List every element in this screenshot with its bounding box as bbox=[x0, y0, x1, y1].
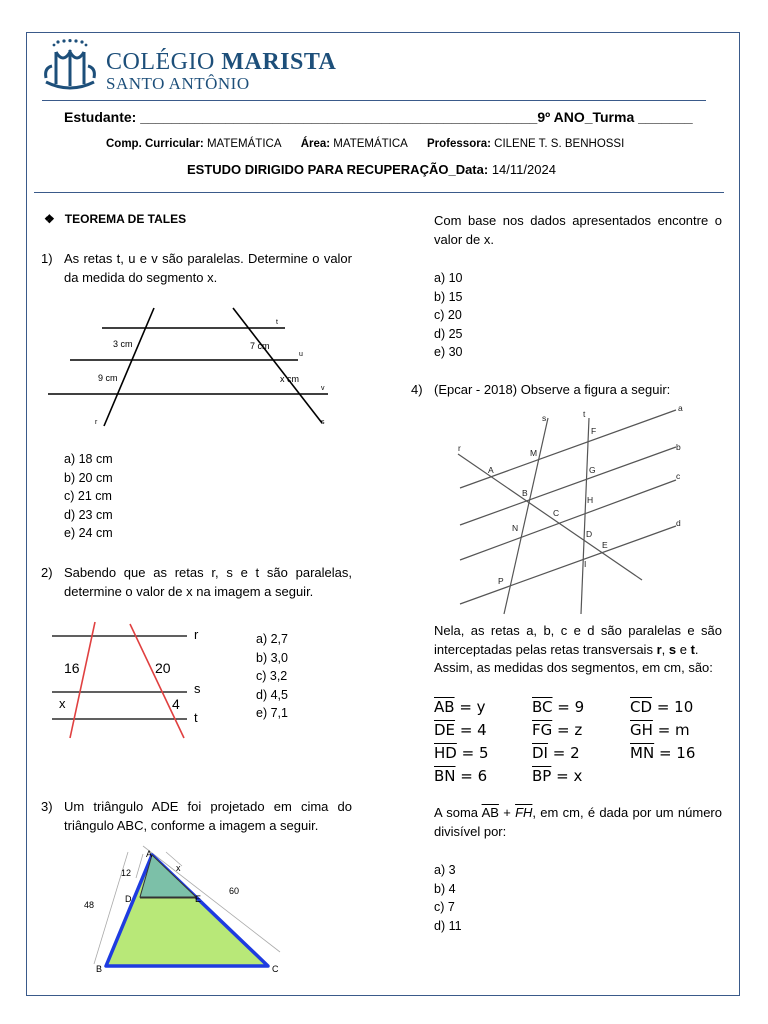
q3-label-C: C bbox=[272, 964, 279, 974]
q2-label-16: 16 bbox=[64, 660, 80, 676]
q2-label-20: 20 bbox=[155, 660, 171, 676]
q3-option-e[interactable]: e) 30 bbox=[434, 345, 463, 359]
header-divider-top bbox=[42, 100, 706, 101]
q1-label-s: s bbox=[321, 419, 325, 426]
q1-text: As retas t, u e v são paralelas. Determine o valor da medida do segmento x. bbox=[64, 251, 352, 285]
q4-line-r: r bbox=[458, 443, 461, 453]
q1-option-b[interactable]: b) 20 cm bbox=[64, 470, 113, 485]
q4-point-N: N bbox=[512, 523, 519, 533]
student-line: Estudante: ___________________________________________________9º ANO_Turma _______ bbox=[64, 109, 693, 125]
q4-number: 4) bbox=[411, 382, 423, 397]
q3-label-x: x bbox=[176, 863, 181, 873]
q3-number: 3) bbox=[41, 799, 53, 814]
q3-option-b[interactable]: b) 15 bbox=[434, 289, 463, 304]
q3-label-D: D bbox=[125, 894, 132, 904]
q4-line-a: a bbox=[678, 403, 683, 413]
q3-figure bbox=[68, 842, 290, 976]
q3-option-a[interactable]: a) 10 bbox=[434, 271, 463, 285]
q4-point-A: A bbox=[488, 465, 494, 475]
q4-line-c: c bbox=[676, 471, 681, 481]
q2-label-s: s bbox=[194, 681, 201, 696]
q4-option-a[interactable]: a) 3 bbox=[434, 863, 456, 877]
q2-option-c[interactable]: c) 3,2 bbox=[256, 669, 288, 683]
q4-options bbox=[434, 861, 462, 935]
q4-point-B: B bbox=[522, 488, 528, 498]
q1-label-7cm: 7 cm bbox=[250, 341, 270, 351]
q4-segments bbox=[434, 696, 734, 788]
q4-line-s: s bbox=[542, 413, 547, 423]
q2-options bbox=[256, 630, 288, 723]
q3-option-c[interactable]: c) 20 bbox=[434, 308, 462, 322]
q1-label-r: r bbox=[95, 419, 98, 426]
q4-point-F: F bbox=[591, 426, 597, 436]
q4-line-d: d bbox=[676, 518, 681, 528]
q1-figure bbox=[40, 303, 340, 429]
q4-text: (Epcar - 2018) Observe a figura a seguir: bbox=[434, 382, 671, 397]
q1-option-a[interactable]: a) 18 cm bbox=[64, 452, 113, 466]
q4-text3: Assim, as medidas dos segmentos, em cm, são: bbox=[434, 660, 713, 675]
q4-text2: Nela, as retas a, b, c e d são paralelas e são interceptadas pelas retas transversais r, s e t. bbox=[434, 623, 722, 657]
q2-figure bbox=[44, 620, 214, 742]
q4-segment: $\overline{BN} = 6$ bbox=[434, 767, 488, 785]
q4-point-G: G bbox=[589, 465, 596, 475]
q3-label-60: 60 bbox=[229, 886, 240, 896]
q4-segment: $\overline{BP} = x$ bbox=[532, 767, 583, 785]
q4-point-M: M bbox=[530, 448, 538, 458]
q2-number: 2) bbox=[41, 565, 53, 580]
q1-option-d[interactable]: d) 23 cm bbox=[64, 507, 113, 522]
q3-options bbox=[434, 269, 463, 362]
q2-option-b[interactable]: b) 3,0 bbox=[256, 650, 288, 665]
q4-segment: $\overline{BC} = 9$ bbox=[532, 698, 585, 716]
q3-label-B: B bbox=[96, 964, 103, 974]
q1-label-u: u bbox=[299, 351, 303, 358]
q2-option-a[interactable]: a) 2,7 bbox=[256, 632, 288, 646]
q1-label-xcm: x cm bbox=[280, 374, 299, 384]
q1-number: 1) bbox=[41, 251, 53, 266]
q2-option-e[interactable]: e) 7,1 bbox=[256, 706, 288, 720]
q1-label-3cm: 3 cm bbox=[113, 339, 133, 349]
q1-label-v: v bbox=[321, 385, 325, 392]
header-divider-bottom bbox=[34, 192, 724, 193]
q1-option-c[interactable]: c) 21 cm bbox=[64, 489, 112, 503]
q4-point-H: H bbox=[587, 495, 594, 505]
q1-option-e[interactable]: e) 24 cm bbox=[64, 526, 113, 540]
q4-segment: $\overline{DE} = 4$ bbox=[434, 721, 487, 739]
q4-segment: $\overline{MN} = 16$ bbox=[630, 744, 696, 762]
q3-label-E: E bbox=[195, 894, 202, 904]
q1-options bbox=[64, 450, 113, 543]
q3-label-12: 12 bbox=[121, 868, 132, 878]
q3-text: Um triângulo ADE foi projetado em cima do triângulo ABC, conforme a imagem a seguir. bbox=[64, 799, 352, 833]
q4-point-D: D bbox=[586, 529, 593, 539]
q2-text: Sabendo que as retas r, s e t são paralelas, determine o valor de x na imagem a seguir. bbox=[64, 565, 352, 599]
q2-label-t: t bbox=[194, 710, 198, 725]
q4-point-P: P bbox=[498, 576, 504, 586]
q2-label-4: 4 bbox=[172, 696, 180, 712]
q1-label-t: t bbox=[276, 319, 278, 326]
q2-label-x: x bbox=[59, 696, 66, 711]
q4-option-c[interactable]: c) 7 bbox=[434, 900, 455, 914]
q2-label-r: r bbox=[194, 627, 199, 642]
q3-label-A: A bbox=[146, 849, 153, 859]
q4-option-b[interactable]: b) 4 bbox=[434, 881, 456, 896]
q4-segment: $\overline{AB} = y$ bbox=[434, 698, 486, 716]
curriculum-line: Comp. Curricular: MATEMÁTICA Área: MATEMÁTICA Professora: CILENE T. S. BENHOSSI bbox=[106, 138, 625, 150]
q4-sum-text: A soma $\overline{AB} + \overline{FH}$, em cm, é dada por um número divisível por: bbox=[434, 805, 722, 839]
q4-point-E: E bbox=[602, 540, 608, 550]
q3-cont-text: Com base nos dados apresentados encontre o valor de x. bbox=[434, 213, 722, 247]
marista-logo bbox=[40, 38, 102, 92]
q3-option-d[interactable]: d) 25 bbox=[434, 326, 463, 341]
section-heading: ❖ TEOREMA DE TALES bbox=[44, 212, 187, 226]
q4-point-I: I bbox=[584, 559, 587, 569]
q4-line-t: t bbox=[583, 409, 586, 419]
q4-segment: $\overline{GH} = m$ bbox=[630, 721, 690, 739]
q4-line-b: b bbox=[676, 442, 681, 452]
study-title: ESTUDO DIRIGIDO PARA RECUPERAÇÃO_Data: 14/11/2024 bbox=[187, 162, 556, 177]
q4-segment: $\overline{DI} = 2$ bbox=[532, 744, 580, 762]
school-name-line2: SANTO ANTÔNIO bbox=[106, 74, 250, 93]
school-name-line1: COLÉGIO MARISTA bbox=[106, 49, 337, 75]
q1-label-9cm: 9 cm bbox=[98, 373, 118, 383]
q4-segment: $\overline{FG} = z$ bbox=[532, 721, 583, 739]
q4-option-d[interactable]: d) 11 bbox=[434, 918, 462, 933]
q4-point-C: C bbox=[553, 508, 560, 518]
q4-figure bbox=[454, 400, 686, 616]
q3-label-48: 48 bbox=[84, 900, 95, 910]
q4-segment: $\overline{HD} = 5$ bbox=[434, 744, 489, 762]
q2-option-d[interactable]: d) 4,5 bbox=[256, 687, 288, 702]
q4-segment: $\overline{CD} = 10$ bbox=[630, 698, 694, 716]
